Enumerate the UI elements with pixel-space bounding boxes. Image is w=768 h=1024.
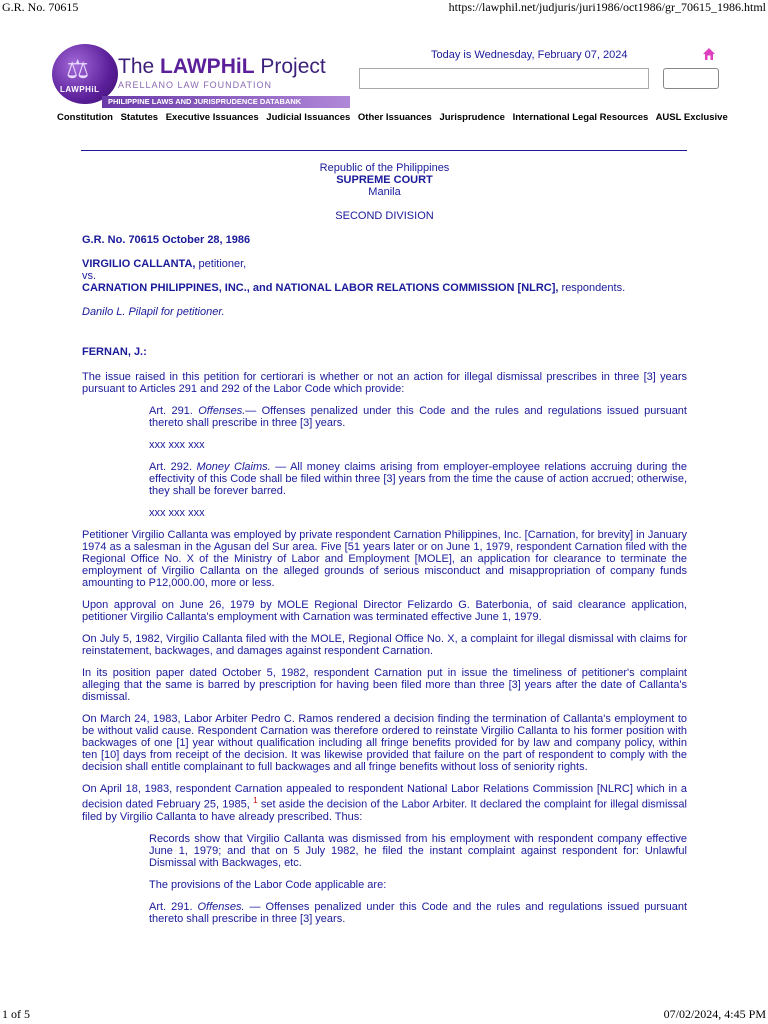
nav-statutes[interactable]: Statutes — [120, 112, 159, 123]
republic: Republic of the Philippines — [319, 162, 450, 174]
quote-art-292: Art. 292. Money Claims. — All money claims arising from employer-employee relations accruing during the effectivity of this Code shall be filed within three [3] years from the time the cause of action accrued; otherwise, they shall be forever barred. — [149, 461, 687, 497]
print-footer — [0, 1008, 768, 1024]
print-header-url: https://lawphil.net/judjuris/juri1986/oct1986/gr_70615_1986.html — [448, 0, 766, 14]
nav-constitution[interactable]: Constitution — [57, 112, 113, 123]
page-number: 1 of 5 — [2, 1007, 30, 1021]
lawphil-logo[interactable] — [52, 44, 350, 110]
paragraph: Upon approval on June 26, 1979 by MOLE Regional Director Felizardo G. Baterbonia, of said clearance application, petitioner Virgilio Callanta's employment with Carnation was terminated effective June 1, 1979. — [82, 599, 687, 623]
paragraph: On March 24, 1983, Labor Arbiter Pedro C. Ramos rendered a decision finding the termination of Callanta's employment to be without valid cause. Respondent Carnation was therefore ordered to reinstate Virgilio Callanta to his former position with backwages of one [1] year without qualification including all fringe benefits provided for by law and company policy, within ten [10] days from receipt of the decision. It was likewise provided that failure on the part of respondent to comply with the decision shall entitle complainant to full backwages and all fringe benefits without loss of seniority rights. — [82, 713, 687, 773]
logo-band: PHILIPPINE LAWS AND JURISPRUDENCE DATABANK — [102, 96, 350, 108]
decision-document — [82, 162, 687, 925]
paragraph: On July 5, 1982, Virgilio Callanta filed with the MOLE, Regional Office No. X, a complaint for illegal dismissal with claims for reinstatement, backwages, and damages against respondent Carnation. — [82, 633, 687, 657]
paragraph: On April 18, 1983, respondent Carnation appealed to respondent National Labor Relations Commission [NLRC] which in a decision dated February 25, 1985, $^1$ set aside the decision of the Labor Arbiter. It declared the complaint for illegal dismissal filed by Virgilio Callanta to have already prescribed. Thus: — [82, 783, 687, 823]
case-number: G.R. No. 70615 October 28, 1986 — [82, 234, 251, 246]
counsel: Danilo L. Pilapil for petitioner. — [82, 306, 225, 318]
quote-provisions: The provisions of the Labor Code applicable are: — [149, 878, 387, 891]
paragraph: The issue raised in this petition for certiorari is whether or not an action for illegal dismissal prescribes in three [3] years pursuant to Articles 291 and 292 of the Labor Code which provide: — [82, 371, 687, 395]
divider — [81, 150, 687, 151]
print-header-title: G.R. No. 70615 — [2, 0, 79, 14]
quote-records: Records show that Virgilio Callanta was dismissed from his employment with respondent company effective June 1, 1979; and that on 5 July 1982, he filed the instant complaint against respondent for: Unlawful Dismissal with Backwages, etc. — [149, 832, 687, 869]
ellipsis: xxx xxx xxx — [149, 439, 205, 451]
ellipsis: xxx xxx xxx — [149, 507, 205, 519]
logo-subtitle: ARELLANO LAW FOUNDATION — [118, 80, 273, 90]
quote-art-291-repeat: Art. 291. Offenses. — Offenses penalized under this Code and the rules and regulations issued pursuant thereto shall prescribe in three [3] years. — [149, 900, 687, 925]
court-name: SUPREME COURT — [336, 174, 433, 186]
paragraph: In its position paper dated October 5, 1982, respondent Carnation put in issue the timeliness of petitioner's complaint alleging that the same is barred by prescription for having been filed more than three [3] years after the date of Callanta's dismissal. — [82, 667, 687, 703]
respondent-line: CARNATION PHILIPPINES, INC., and NATIONAL LABOR RELATIONS COMMISSION [NLRC], respondents. — [82, 282, 626, 294]
print-timestamp: 07/02/2024, 4:45 PM — [663, 1007, 766, 1021]
petitioner-line: VIRGILIO CALLANTA, petitioner, — [82, 258, 247, 270]
print-header — [0, 0, 768, 14]
nav-judicial-issuances[interactable]: Judicial Issuances — [266, 112, 351, 123]
globe-logo-icon — [52, 44, 118, 104]
search-button[interactable] — [663, 68, 719, 89]
today-date: Today is Wednesday, February 07, 2024 — [431, 49, 628, 61]
search-input[interactable] — [359, 68, 649, 89]
main-nav — [57, 112, 733, 123]
ponente: FERNAN, J.: — [82, 346, 147, 358]
nav-jurisprudence[interactable]: Jurisprudence — [439, 112, 505, 123]
nav-international-legal-resources[interactable]: International Legal Resources — [512, 112, 649, 123]
quote-art-291: Art. 291. Offenses.— Offenses penalized under this Code and the rules and regulations issued pursuant thereto shall prescribe in three [3] years. — [149, 405, 687, 429]
footnote-link[interactable]: 1 — [253, 796, 258, 805]
nav-executive-issuances[interactable]: Executive Issuances — [165, 112, 259, 123]
logo-title: The LAWPHiL Project — [118, 55, 326, 78]
scales-icon: ⚖ — [66, 54, 90, 84]
division: SECOND DIVISION — [335, 210, 434, 222]
nav-ausl-exclusive[interactable]: AUSL Exclusive — [655, 112, 728, 123]
home-icon[interactable] — [702, 47, 716, 61]
city: Manila — [368, 186, 401, 198]
paragraph: Petitioner Virgilio Callanta was employed by private respondent Carnation Philippines, Inc. [Carnation, for brevity] in January 1974 as a salesman in the Agusan del Sur area. Five [51 years later or on June 1, 1979, respondent Carnation filed with the Regional Office No. X of the Ministry of Labor and Employment [MOLE], an application for clearance to terminate the employment of Virgilio Callanta on the alleged grounds of serious misconduct and misappropriation of company funds amounting to P12,000.00, more or less. — [82, 529, 687, 589]
globe-text: LAWPHiL — [60, 85, 100, 94]
nav-other-issuances[interactable]: Other Issuances — [357, 112, 432, 123]
versus: vs. — [82, 270, 97, 282]
